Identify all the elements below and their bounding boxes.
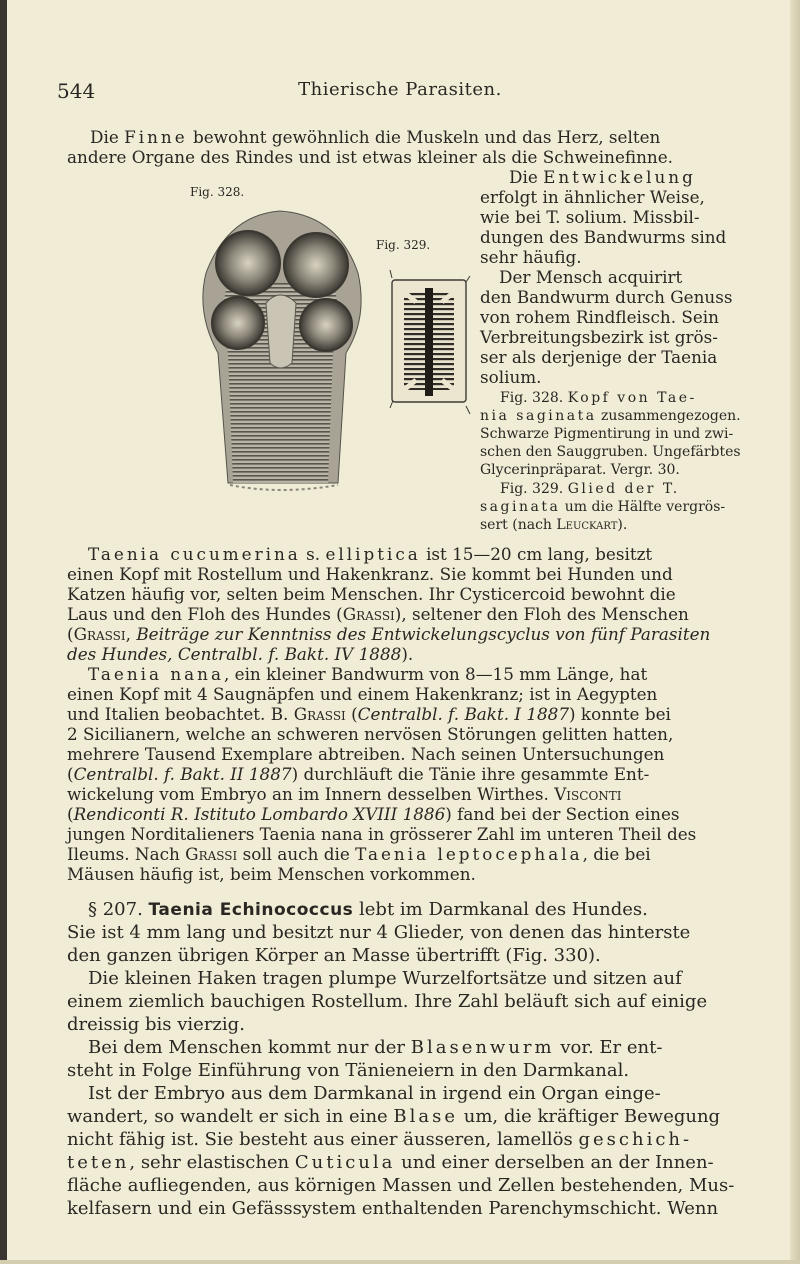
- text-line: ser als derjenige der Taenia: [480, 347, 718, 367]
- page-edge-right: [790, 0, 800, 1264]
- caption-line: sert (nach Leuckart).: [480, 517, 628, 533]
- text-line: Taenia nana, ein kleiner Bandwurm von 8—15 mm Länge, hat: [88, 664, 648, 684]
- figure-329-proglottid: [382, 258, 476, 418]
- text-line: den ganzen übrigen Körper an Masse übertrifft (Fig. 330).: [67, 945, 601, 966]
- text-line: teten, sehr elastischen Cuticula und einer derselben an der Innen-: [67, 1152, 714, 1173]
- caption-line: nia saginata zusammengezogen.: [480, 408, 741, 424]
- text-line: steht in Folge Einführung von Tänieneiern in den Darmkanal.: [67, 1060, 630, 1081]
- page-edge-bottom: [0, 1260, 800, 1264]
- text-line: Laus und den Floh des Hundes (Grassi), seltener den Floh des Menschen: [67, 604, 689, 624]
- text-line: einen Kopf mit 4 Saugnäpfen und einem Hakenkranz; ist in Aegypten: [67, 684, 658, 704]
- caption-line: Fig. 329. Glied der T.: [500, 481, 680, 497]
- caption-line: Fig. 328. Kopf von Tae-: [500, 390, 697, 406]
- text-line: Die Entwickelung: [509, 167, 696, 187]
- text-line: dreissig bis vierzig.: [67, 1014, 245, 1035]
- text-line: 2 Sicilianern, welche an schweren nervösen Störungen gelitten hatten,: [67, 724, 674, 744]
- caption-line: Schwarze Pigmentirung in und zwi-: [480, 426, 734, 442]
- running-title: Thierische Parasiten.: [298, 79, 502, 100]
- text-line: (Grassi, Beiträge zur Kenntniss des Entwickelungscyclus von fünf Parasiten: [67, 624, 711, 644]
- text-line: Ist der Embryo aus dem Darmkanal in irgend ein Organ einge-: [88, 1083, 661, 1104]
- text-line: Katzen häufig vor, selten beim Menschen. Ihr Cysticercoid bewohnt die: [67, 584, 676, 604]
- text-line: wandert, so wandelt er sich in eine Blase um, die kräftiger Bewegung: [67, 1106, 721, 1127]
- figure-328-taenia-head: [188, 203, 373, 493]
- text-line: Verbreitungsbezirk ist grös-: [480, 327, 718, 347]
- text-line: Der Mensch acquirirt: [499, 267, 683, 287]
- text-line: jungen Norditalieners Taenia nana in grösserer Zahl im unteren Theil des: [67, 824, 697, 844]
- text-line: kelfasern und ein Gefässsystem enthaltenden Parenchymschicht. Wenn: [67, 1198, 719, 1219]
- text-line: nicht fähig ist. Sie besteht aus einer äusseren, lamellös geschich-: [67, 1129, 693, 1150]
- text-line: wickelung vom Embryo an im Innern desselben Wirthes. Visconti: [67, 784, 622, 804]
- page-number: 544: [57, 79, 96, 103]
- text-line: einem ziemlich bauchigen Rostellum. Ihre Zahl beläuft sich auf einige: [67, 991, 708, 1012]
- caption-line: Glycerinpräparat. Vergr. 30.: [480, 462, 680, 478]
- text-line: Sie ist 4 mm lang und besitzt nur 4 Glieder, von denen das hinterste: [67, 922, 691, 943]
- text-line: Die kleinen Haken tragen plumpe Wurzelfortsätze und sitzen auf: [88, 968, 682, 989]
- text-line: sehr häufig.: [480, 247, 582, 267]
- text-line: solium.: [480, 367, 542, 387]
- text-line: Ileums. Nach Grassi soll auch die Taenia leptocephala, die bei: [67, 844, 651, 864]
- caption-line: saginata um die Hälfte vergrös-: [480, 499, 726, 515]
- text-line: erfolgt in ähnlicher Weise,: [480, 187, 705, 207]
- text-line: (Rendiconti R. Istituto Lombardo XVIII 1886) fand bei der Section eines: [67, 804, 680, 824]
- text-line: Mäusen häufig ist, beim Menschen vorkommen.: [67, 864, 476, 884]
- text-line: mehrere Tausend Exemplare abtreiben. Nach seinen Untersuchungen: [67, 744, 665, 764]
- text-line: andere Organe des Rindes und ist etwas kleiner als die Schweinefinne.: [67, 147, 673, 167]
- text-line: wie bei T. solium. Missbil-: [480, 207, 700, 227]
- caption-line: schen den Sauggruben. Ungefärbtes: [480, 444, 741, 460]
- text-line: (Centralbl. f. Bakt. II 1887) durchläuft die Tänie ihre gesammte Ent-: [67, 764, 650, 784]
- text-line: von rohem Rindfleisch. Sein: [480, 307, 719, 327]
- figure-328-label: Fig. 328.: [190, 185, 245, 199]
- figure-329-label: Fig. 329.: [376, 238, 431, 252]
- text-line: Taenia cucumerina s. elliptica ist 15—20 cm lang, besitzt: [88, 544, 653, 564]
- section-207-heading-line: § 207. Taenia Echinococcus lebt im Darmkanal des Hundes.: [88, 899, 648, 920]
- text-line: fläche aufliegenden, aus körnigen Massen und Zellen bestehenden, Mus-: [67, 1175, 735, 1196]
- text-line: den Bandwurm durch Genuss: [480, 287, 733, 307]
- page-edge-left: [0, 0, 7, 1264]
- text-line: des Hundes, Centralbl. f. Bakt. IV 1888).: [67, 644, 414, 664]
- text-line: und Italien beobachtet. B. Grassi (Centralbl. f. Bakt. I 1887) konnte bei: [67, 704, 671, 724]
- text-line: Die Finne bewohnt gewöhnlich die Muskeln und das Herz, selten: [90, 127, 661, 147]
- text-line: einen Kopf mit Rostellum und Hakenkranz. Sie kommt bei Hunden und: [67, 564, 673, 584]
- text-line: Bei dem Menschen kommt nur der Blasenwurm vor. Er ent-: [88, 1037, 663, 1058]
- text-line: dungen des Bandwurms sind: [480, 227, 727, 247]
